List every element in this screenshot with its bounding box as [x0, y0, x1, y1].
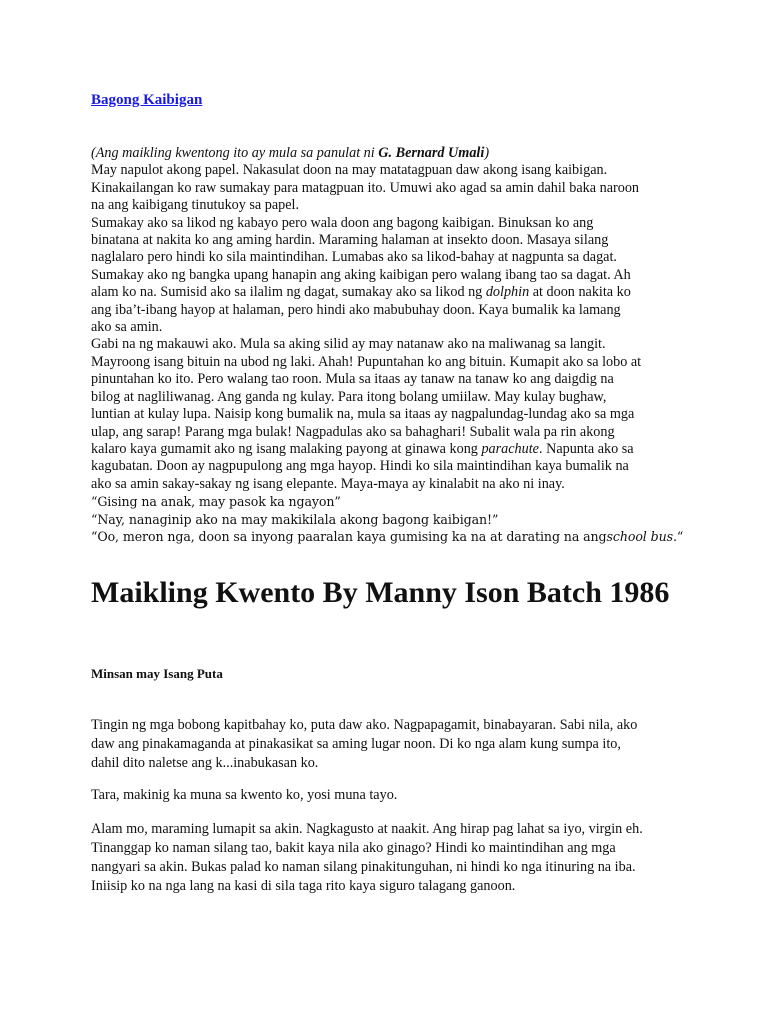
story-line: daw ang pinakamaganda at pinakasikat sa aming lugar noon. Di ko nga alam kung sumpa ito,	[91, 736, 621, 752]
story-intro: (Ang maikling kwentong ito ay mula sa panulat ni G. Bernard Umali)	[91, 145, 490, 161]
story-line: bilog at nagliliwanag. Ang ganda ng kulay. Para itong bolang umiilaw. May kulay bughaw,	[91, 388, 607, 405]
story-line: binatana at nakita ko ang aming hardin. Maraming halaman at insekto doon. Masaya silang	[91, 232, 609, 249]
story-line: Tingin ng mga bobong kapitbahay ko, puta daw ako. Nagpapagamit, binabayaran. Sabi nila, ako	[91, 717, 638, 733]
story-line: ako sa amin.	[91, 319, 163, 336]
story-line: Gabi na ng makauwi ako. Mula sa aking silid ay may natanaw ako na maliwanag sa langit.	[91, 336, 606, 353]
story-subheading: Minsan may Isang Puta	[91, 666, 223, 681]
dialogue-line-1: “Gising na anak, may pasok ka ngayon”	[91, 494, 341, 510]
story-paragraph-1	[91, 162, 691, 214]
author-name: G. Bernard Umali	[378, 145, 485, 161]
story-line: ang iba’t-ibang hayop at halaman, pero hindi ako mabubuhay doon. Kaya bumalik ka lamang	[91, 301, 621, 318]
dialogue-line-3: “Oo, meron nga, doon sa inyong paaralan kaya gumising ka na at darating na angschool bus.“	[91, 528, 684, 544]
story-line: Sumakay ako sa likod ng kabayo pero wala doon ang bagong kaibigan. Binuksan ko ang	[91, 214, 594, 231]
story-line: Alam mo, maraming lumapit sa akin. Nagkagusto at naakit. Ang hirap pag lahat sa iyo, virgin eh.	[91, 821, 643, 837]
story-paragraph-2	[91, 215, 691, 337]
section-heading: Maikling Kwento By Manny Ison Batch 1986	[91, 576, 670, 609]
story-line: Iniisip ko na nga lang na kasi di sila taga rito kaya siguro talagang ganoon.	[91, 878, 516, 894]
dialogue-line-2: “Nay, nanaginip ako na may makikilala akong bagong kaibigan!”	[91, 511, 499, 527]
story-line: naglalaro pero hindi ko sila maintindihan. Lumabas ako sa likod-bahay at nagpunta sa dagat.	[91, 249, 617, 266]
story-line: luntian at kulay lupa. Naisip kong bumalik na, mula sa itaas ay nagpalundag-lundag ako sa mga	[91, 406, 635, 423]
story-line: pinuntahan ko ito. Pero walang tao roon. Mula sa itaas ay tanaw na tanaw ko ang daigdig na	[91, 371, 614, 388]
story-body	[91, 145, 691, 545]
story-title-link[interactable]: Bagong Kaibigan	[91, 92, 203, 108]
story2-paragraph-3	[91, 820, 691, 896]
story-line: ulap, ang sarap! Parang mga bulak! Nagpadulas ako sa bahaghari! Subalit wala pa rin akong	[91, 423, 615, 440]
story-line: ako sa amin sakay-sakay ng isang elepante. Maya-maya ay kinalabit na ako ni inay.	[91, 475, 565, 492]
story-line: May napulot akong papel. Nakasulat doon na may matatagpuan daw akong isang kaibigan.	[91, 162, 608, 179]
school-bus-word: school bus	[606, 528, 673, 544]
story2-paragraph-1	[91, 716, 691, 773]
story-line: kagubatan. Doon ay nagpupulong ang mga hayop. Hindi ko sila maintindihan kaya bumalik na	[91, 458, 629, 475]
story-line: na ang kaibigang tinutukoy sa papel.	[91, 197, 300, 214]
story-line: Tinanggap ko naman silang tao, bakit kaya nila ako ginago? Hindi ko maintindihan ang mga	[91, 840, 616, 856]
parachute-word: parachute	[481, 440, 539, 457]
story-line: nangyari sa akin. Bukas palad ko naman silang pinakitunguhan, ni hindi ko nga itinuring na iba.	[91, 859, 636, 875]
story-line: dahil dito naletse ang k...inabukasan ko.	[91, 755, 319, 771]
story-line: Kinakailangan ko raw sumakay para matagpuan ito. Umuwi ako agad sa amin dahil baka naroon	[91, 179, 640, 196]
dolphin-word: dolphin	[485, 284, 530, 301]
story-line: alam ko na. Sumisid ako sa ilalim ng dagat, sumakay ako sa likod ng dolphin at doon nakita ko	[91, 284, 631, 301]
story-line: Sumakay ako ng bangka upang hanapin ang aking kaibigan pero walang ibang tao sa dagat. Ah	[91, 266, 631, 283]
story-line: kalaro kaya gumamit ako ng isang malaking payong at ginawa kong parachute. Napunta ako sa	[91, 440, 634, 457]
story-line: Mayroong isang bituin na ubod ng laki. Ahah! Pupuntahan ko ang bituin. Kumapit ako sa lobo at	[91, 353, 642, 370]
story-paragraph-3	[91, 336, 691, 493]
story2-paragraph-2: Tara, makinig ka muna sa kwento ko, yosi muna tayo.	[91, 787, 398, 803]
